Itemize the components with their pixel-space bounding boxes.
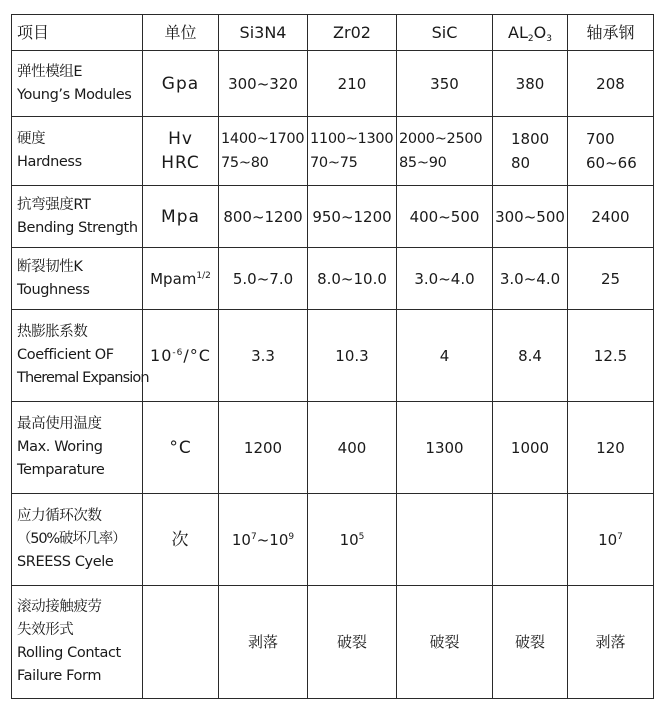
failure-steel: 剥落 <box>568 586 654 699</box>
temperature-sic: 1300 <box>397 402 493 494</box>
failure-al2o3: 破裂 <box>493 586 568 699</box>
toughness-label <box>12 248 143 310</box>
row-bending <box>12 186 654 248</box>
row-hardness <box>12 117 654 186</box>
temperature-label-cn: 最高使用温度 <box>17 416 102 432</box>
toughness-steel: 25 <box>568 248 654 310</box>
modulus-label-en: Young’s Modules <box>17 86 132 103</box>
expansion-steel: 12.5 <box>568 310 654 402</box>
temperature-label <box>12 402 143 494</box>
hardness-zr02 <box>308 117 397 186</box>
expansion-unit-tail: /°C <box>183 345 211 365</box>
temperature-label-en1: Max. Woring <box>17 439 103 455</box>
hardness-unit-hrc: HRC <box>161 153 200 173</box>
bending-unit: Mpa <box>143 186 219 248</box>
stress-al2o3 <box>493 494 568 586</box>
hardness-unit <box>143 117 219 186</box>
header-zr02: Zr02 <box>308 15 397 51</box>
hardness-al2o3-hv: 1800 <box>511 130 550 148</box>
hardness-sic-hrc: 85~90 <box>399 155 447 171</box>
modulus-steel: 208 <box>568 51 654 117</box>
modulus-label-cn: 弹性模组E <box>17 63 83 80</box>
expansion-sic: 4 <box>397 310 493 402</box>
toughness-unit <box>143 248 219 310</box>
hardness-steel-hv: 700 <box>586 130 615 148</box>
failure-label <box>12 586 143 699</box>
toughness-al2o3: 3.0~4.0 <box>493 248 568 310</box>
hardness-al2o3 <box>493 117 568 186</box>
stress-zr02-sup: 5 <box>358 531 365 542</box>
expansion-label-en1: Coefficient OF <box>17 347 114 363</box>
toughness-unit-sup: 1/2 <box>196 270 211 281</box>
modulus-al2o3: 380 <box>493 51 568 117</box>
temperature-si3n4: 1200 <box>219 402 308 494</box>
hardness-label-cn: 硬度 <box>17 131 46 147</box>
bending-sic: 400~500 <box>397 186 493 248</box>
bending-label <box>12 186 143 248</box>
expansion-si3n4: 3.3 <box>219 310 308 402</box>
modulus-unit: Gpa <box>143 51 219 117</box>
stress-zr02 <box>308 494 397 586</box>
temperature-al2o3: 1000 <box>493 402 568 494</box>
bending-label-cn: 抗弯强度RT <box>17 196 91 213</box>
hardness-zr02-hv: 1100~1300 <box>310 131 394 147</box>
failure-label-cn1: 滚动接触疲劳 <box>17 599 102 615</box>
stress-steel-sup: 7 <box>617 531 623 542</box>
toughness-unit-base: Mpam <box>150 269 197 288</box>
temperature-zr02: 400 <box>308 402 397 494</box>
bending-steel: 2400 <box>568 186 654 248</box>
hardness-label-en: Hardness <box>17 154 82 170</box>
stress-label-cn2: （50%破坏几率） <box>17 531 126 547</box>
expansion-label <box>12 310 149 402</box>
hardness-steel <box>568 117 654 186</box>
modulus-si3n4: 300~320 <box>219 51 308 117</box>
al2o3-base: AL <box>508 22 528 42</box>
stress-sic <box>397 494 493 586</box>
bending-label-en: Bending Strength <box>17 219 138 236</box>
temperature-unit: °C <box>143 402 219 494</box>
hardness-si3n4 <box>219 117 308 186</box>
header-sic: SiC <box>397 15 493 51</box>
row-temperature <box>12 402 654 494</box>
failure-unit <box>143 586 219 699</box>
material-properties-table <box>11 14 654 699</box>
bending-si3n4: 800~1200 <box>219 186 308 248</box>
modulus-zr02: 210 <box>308 51 397 117</box>
hardness-sic-hv: 2000~2500 <box>399 131 483 147</box>
stress-si3n4-mid: ~10 <box>256 530 289 549</box>
toughness-zr02: 8.0~10.0 <box>308 248 397 310</box>
header-al2o3 <box>493 15 568 51</box>
row-stress <box>12 494 654 586</box>
expansion-zr02: 10.3 <box>308 310 397 402</box>
stress-unit: 次 <box>143 494 219 586</box>
hardness-si3n4-hv: 1400~1700 <box>221 131 305 147</box>
stress-si3n4-sup2: 9 <box>288 531 295 542</box>
toughness-label-cn: 断裂韧性K <box>17 258 83 275</box>
stress-label <box>12 494 143 586</box>
temperature-steel: 120 <box>568 402 654 494</box>
failure-label-en2: Failure Form <box>17 668 102 684</box>
bending-zr02: 950~1200 <box>308 186 397 248</box>
expansion-unit <box>143 310 219 402</box>
al2o3-sub1: 2 <box>527 33 534 44</box>
header-si3n4: Si3N4 <box>219 15 308 51</box>
expansion-label-cn: 热膨胀系数 <box>17 324 88 340</box>
hardness-zr02-hrc: 70~75 <box>310 155 358 171</box>
stress-steel <box>568 494 654 586</box>
expansion-unit-sup: -6 <box>172 347 184 358</box>
failure-zr02: 破裂 <box>308 586 397 699</box>
failure-si3n4: 剥落 <box>219 586 308 699</box>
stress-steel-base: 10 <box>598 530 618 549</box>
row-expansion <box>12 310 654 402</box>
header-unit: 单位 <box>143 15 219 51</box>
failure-label-en1: Rolling Contact <box>17 645 121 661</box>
hardness-sic <box>397 117 493 186</box>
expansion-unit-base: 10 <box>150 345 173 365</box>
stress-zr02-base: 10 <box>339 530 359 549</box>
row-toughness <box>12 248 654 310</box>
stress-si3n4 <box>219 494 308 586</box>
bending-al2o3: 300~500 <box>493 186 568 248</box>
failure-label-cn2: 失效形式 <box>17 622 74 638</box>
row-modulus <box>12 51 654 117</box>
hardness-label <box>12 117 143 186</box>
header-row <box>12 15 654 51</box>
hardness-al2o3-hrc: 80 <box>511 154 531 172</box>
failure-sic: 破裂 <box>397 586 493 699</box>
expansion-al2o3: 8.4 <box>493 310 568 402</box>
hardness-steel-hrc: 60~66 <box>586 154 637 172</box>
stress-si3n4-base1: 10 <box>231 530 251 549</box>
hardness-unit-hv: Hv <box>168 129 193 149</box>
modulus-label <box>12 51 143 117</box>
stress-si3n4-sup1: 7 <box>250 531 257 542</box>
hardness-si3n4-hrc: 75~80 <box>221 155 269 171</box>
stress-label-en: SREESS Cyele <box>17 554 114 570</box>
header-bearing-steel: 轴承钢 <box>568 15 654 51</box>
stress-label-cn1: 应力循环次数 <box>17 508 102 524</box>
toughness-sic: 3.0~4.0 <box>397 248 493 310</box>
row-failure <box>12 586 654 699</box>
header-item: 项目 <box>12 15 143 51</box>
expansion-label-en2: Theremal Expansion <box>17 370 149 386</box>
modulus-sic: 350 <box>397 51 493 117</box>
toughness-si3n4: 5.0~7.0 <box>219 248 308 310</box>
al2o3-mid: O <box>533 22 547 42</box>
temperature-label-en2: Temparature <box>17 462 105 478</box>
toughness-label-en: Toughness <box>17 281 90 298</box>
al2o3-sub2: 3 <box>546 33 552 44</box>
